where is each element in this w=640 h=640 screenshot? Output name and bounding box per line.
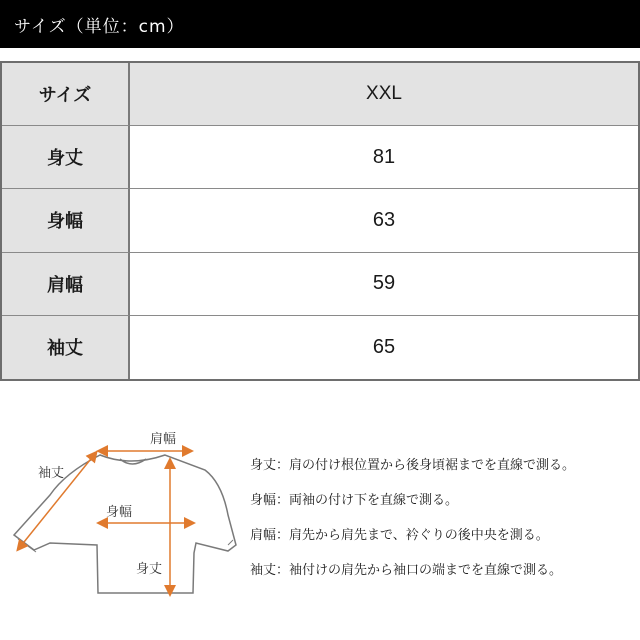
- shirt-measurement-diagram: [0, 415, 250, 615]
- chest-label: 身幅: [106, 505, 133, 520]
- size-table: [0, 61, 640, 381]
- measurement-notes: [250, 458, 635, 598]
- note-chest: 身幅：両袖の付け下を直線で測る。: [250, 493, 459, 508]
- note-sleeve: 袖丈：袖付けの肩先から袖口の端までを直線で測る。: [250, 563, 563, 578]
- table-header-label: サイズ: [2, 63, 130, 126]
- row-value-sleeve: 65: [130, 316, 638, 379]
- header-bar: [0, 0, 640, 48]
- shoulder-label: 肩幅: [150, 432, 177, 447]
- table-header-size: XXL: [130, 63, 638, 126]
- note-length: 身丈：肩の付け根位置から後身頃裾までを直線で測る。: [250, 458, 576, 473]
- row-label-shoulder: 肩幅: [2, 253, 130, 316]
- row-value-length: 81: [130, 126, 638, 189]
- row-label-sleeve: 袖丈: [2, 316, 130, 379]
- right-cuff-line: [228, 540, 233, 545]
- sleeve-label: 袖丈: [38, 466, 65, 481]
- row-label-chest: 身幅: [2, 189, 130, 252]
- length-label: 身丈: [136, 562, 163, 577]
- row-value-chest: 63: [130, 189, 638, 252]
- page-title: サイズ（単位：cm）: [14, 16, 185, 37]
- row-label-length: 身丈: [2, 126, 130, 189]
- note-shoulder: 肩幅：肩先から肩先まで、衿ぐりの後中央を測る。: [250, 528, 549, 543]
- row-value-shoulder: 59: [130, 253, 638, 316]
- shirt-diagram-svg: [0, 415, 250, 615]
